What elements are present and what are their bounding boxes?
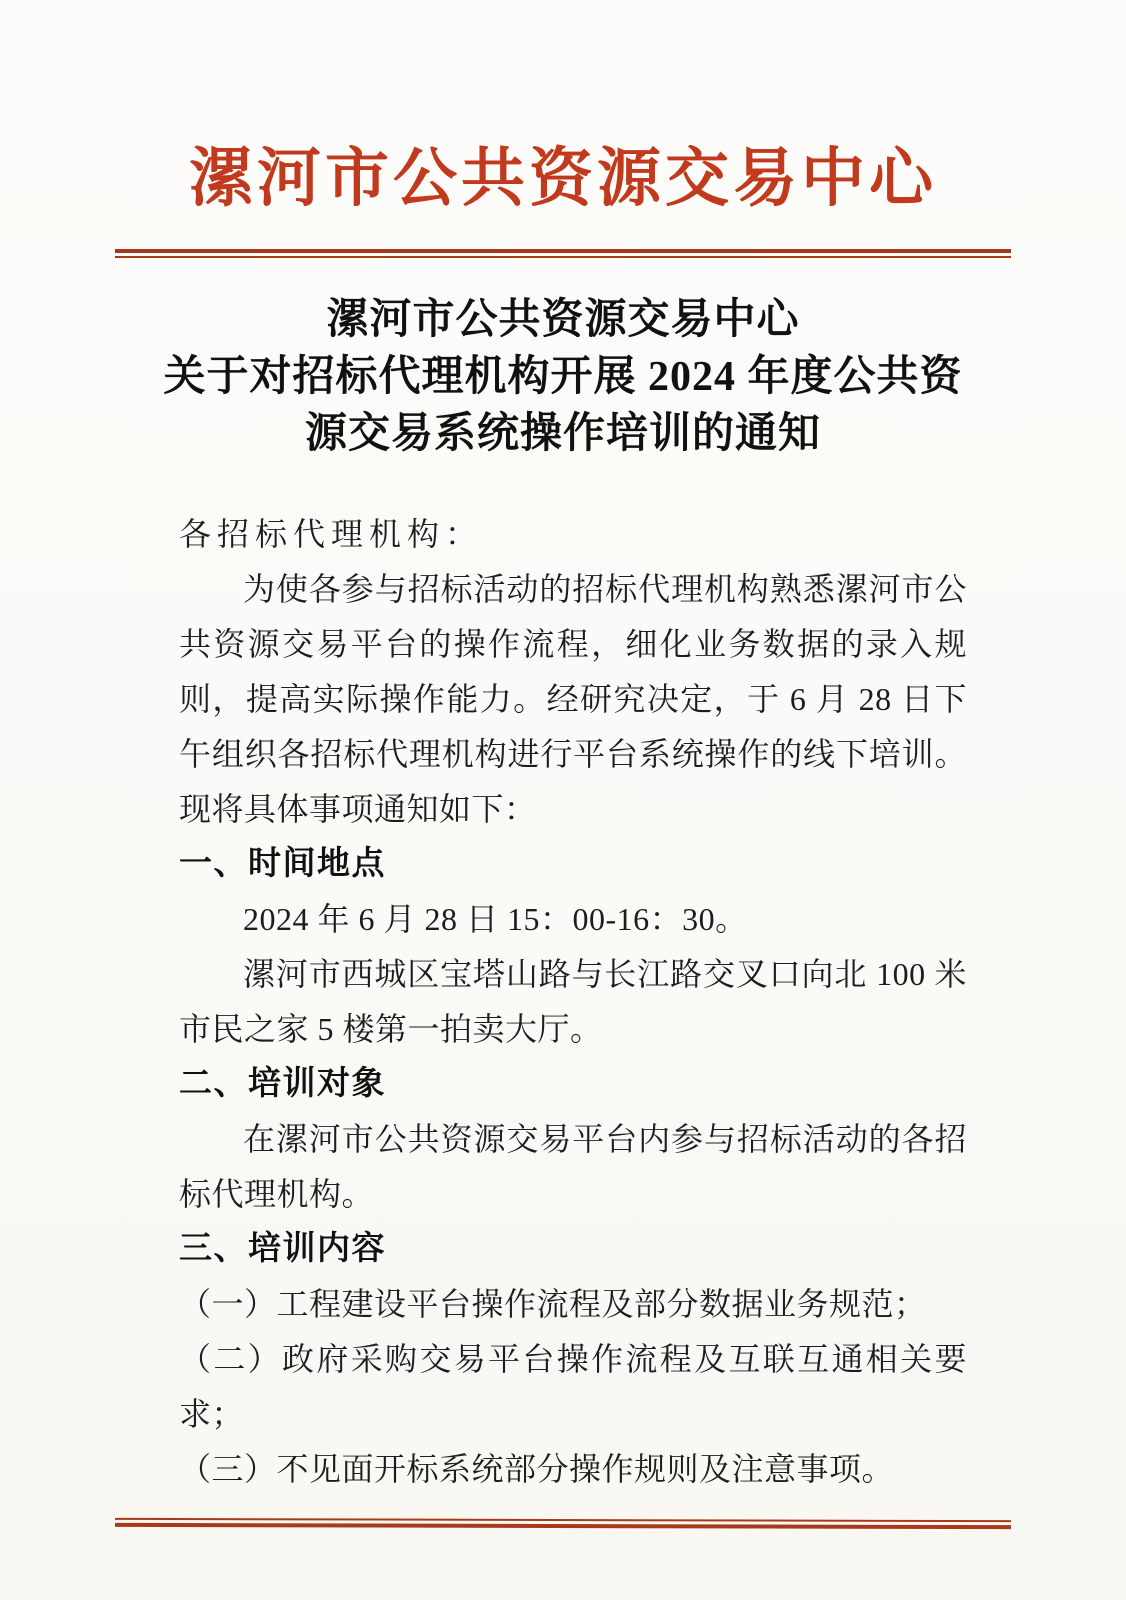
section-1-location: 漯河市西城区宝塔山路与长江路交叉口向北 100 米市民之家 5 楼第一拍卖大厅。 — [179, 956, 967, 1047]
section-3-item-1: （一）工程建设平台操作流程及部分数据业务规范； — [179, 1286, 927, 1322]
section-1-time: 2024 年 6 月 28 日 15：00-16：30。 — [243, 901, 748, 937]
document-title-line-3: 源交易系统操作培训的通知 — [304, 411, 821, 457]
section-3-item-2: （二）政府采购交易平台操作流程及互联互通相关要求； — [179, 1341, 967, 1432]
section-2-heading: 二、培训对象 — [179, 1066, 386, 1102]
letterhead-header — [115, 143, 1011, 258]
section-1-heading: 一、时间地点 — [179, 846, 386, 882]
section-3-item-3: （三）不见面开标系统部分操作规则及注意事项。 — [179, 1451, 895, 1487]
intro-paragraph: 为使各参与招标活动的招标代理机构熟悉漯河市公共资源交易平台的操作流程，细化业务数据的录入规则，提高实际操作能力。经研究决定，于 6 月 28 日下午组织各招标代理机构进行平台系统操作的线下培训。现将具体事项通知如下： — [179, 571, 967, 827]
notice-body — [115, 507, 1011, 1497]
letterhead-divider — [115, 249, 1011, 258]
letterhead-org-name: 漯河市公共资源交易中心 — [189, 143, 937, 214]
section-2-text: 在漯河市公共资源交易平台内参与招标活动的各招标代理机构。 — [179, 1121, 967, 1212]
divider-thin-line — [115, 256, 1011, 258]
document-title-line-2: 关于对招标代理机构开展 2024 年度公共资 — [163, 354, 963, 400]
footer-divider — [115, 1518, 1011, 1529]
document-content — [115, 0, 1011, 1528]
document-title — [115, 292, 1011, 463]
salutation: 各招标代理机构： — [179, 516, 484, 552]
section-3-heading: 三、培训内容 — [179, 1231, 386, 1267]
document-title-line-1: 漯河市公共资源交易中心 — [326, 297, 800, 343]
